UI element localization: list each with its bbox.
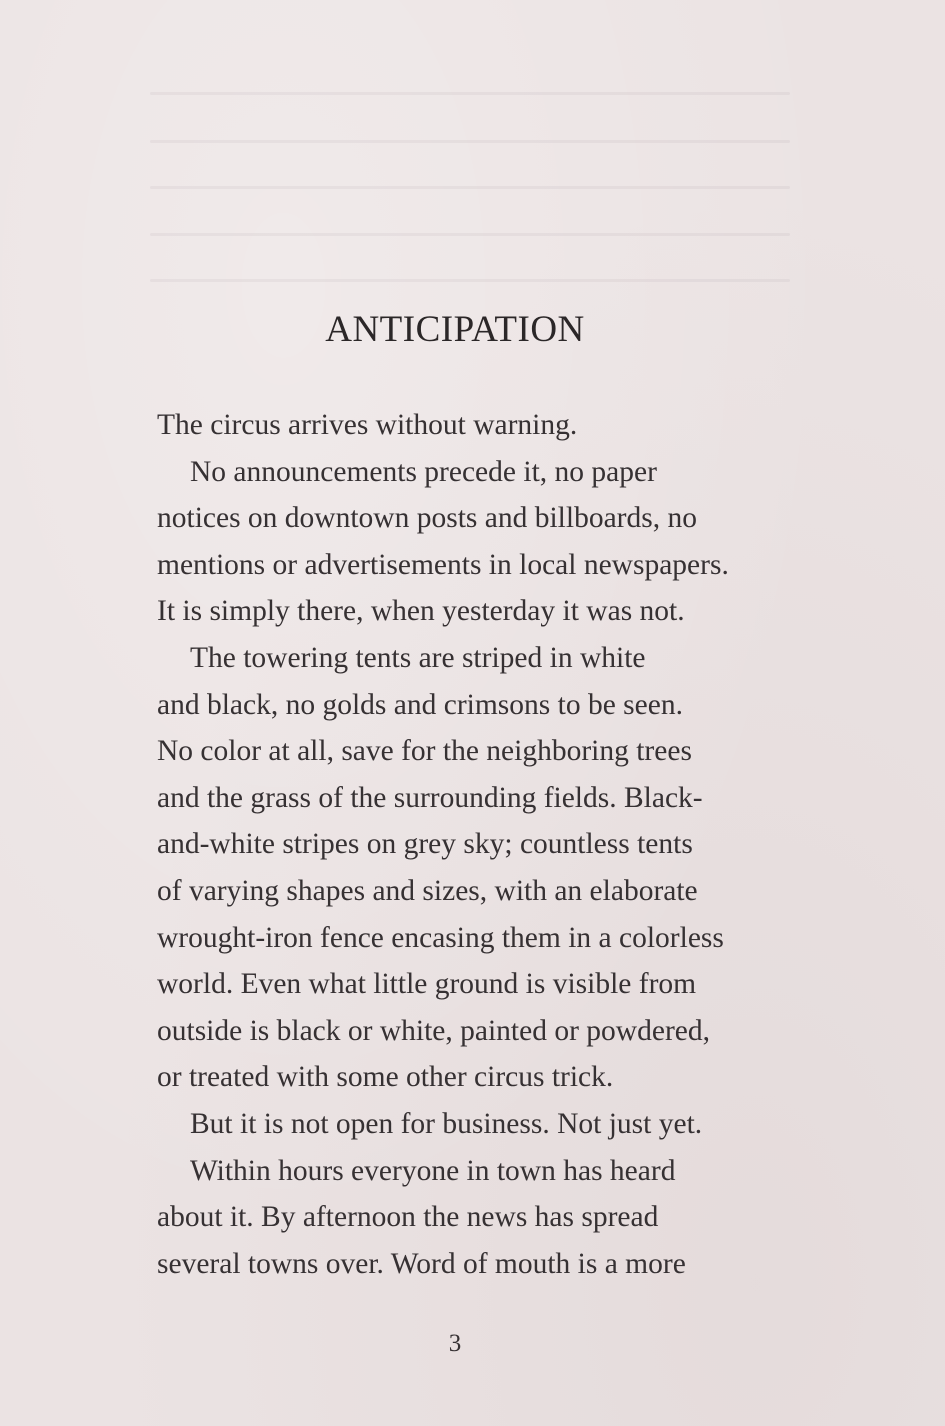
text-line: and black, no golds and crimsons to be seen. [157, 688, 683, 721]
text-line: No color at all, save for the neighboring trees [157, 735, 692, 768]
text-line: and the grass of the surrounding fields. Black- [157, 781, 703, 814]
show-through-line [150, 279, 790, 282]
text-line: outside is black or white, painted or powdered, [157, 1014, 710, 1047]
text-line: It is simply there, when yesterday it was not. [157, 595, 685, 628]
text-line: The circus arrives without warning. [157, 409, 578, 441]
text-line: No announcements precede it, no paper [190, 455, 657, 488]
text-line: and-white stripes on grey sky; countless tents [157, 828, 693, 861]
show-through-line [150, 92, 790, 95]
show-through-line [150, 233, 790, 236]
text-line: world. Even what little ground is visible from [157, 968, 697, 1001]
text-line: But it is not open for business. Not just yet. [190, 1107, 703, 1140]
text-line: Within hours everyone in town has heard [190, 1154, 676, 1187]
show-through-line [150, 186, 790, 189]
text-line: of varying shapes and sizes, with an elaborate [157, 874, 698, 907]
page-number: 3 [448, 1330, 462, 1357]
body-text [157, 402, 807, 1287]
text-line: notices on downtown posts and billboards, no [157, 502, 697, 535]
text-line: several towns over. Word of mouth is a more [157, 1247, 686, 1280]
show-through-line [150, 140, 790, 143]
text-line: or treated with some other circus trick. [157, 1061, 614, 1094]
text-line: mentions or advertisements in local newspapers. [157, 548, 729, 581]
text-line: wrought-iron fence encasing them in a colorless [157, 921, 724, 954]
text-line: The towering tents are striped in white [190, 641, 646, 674]
text-line: about it. By afternoon the news has spread [157, 1201, 659, 1234]
chapter-title: ANTICIPATION [325, 309, 585, 350]
